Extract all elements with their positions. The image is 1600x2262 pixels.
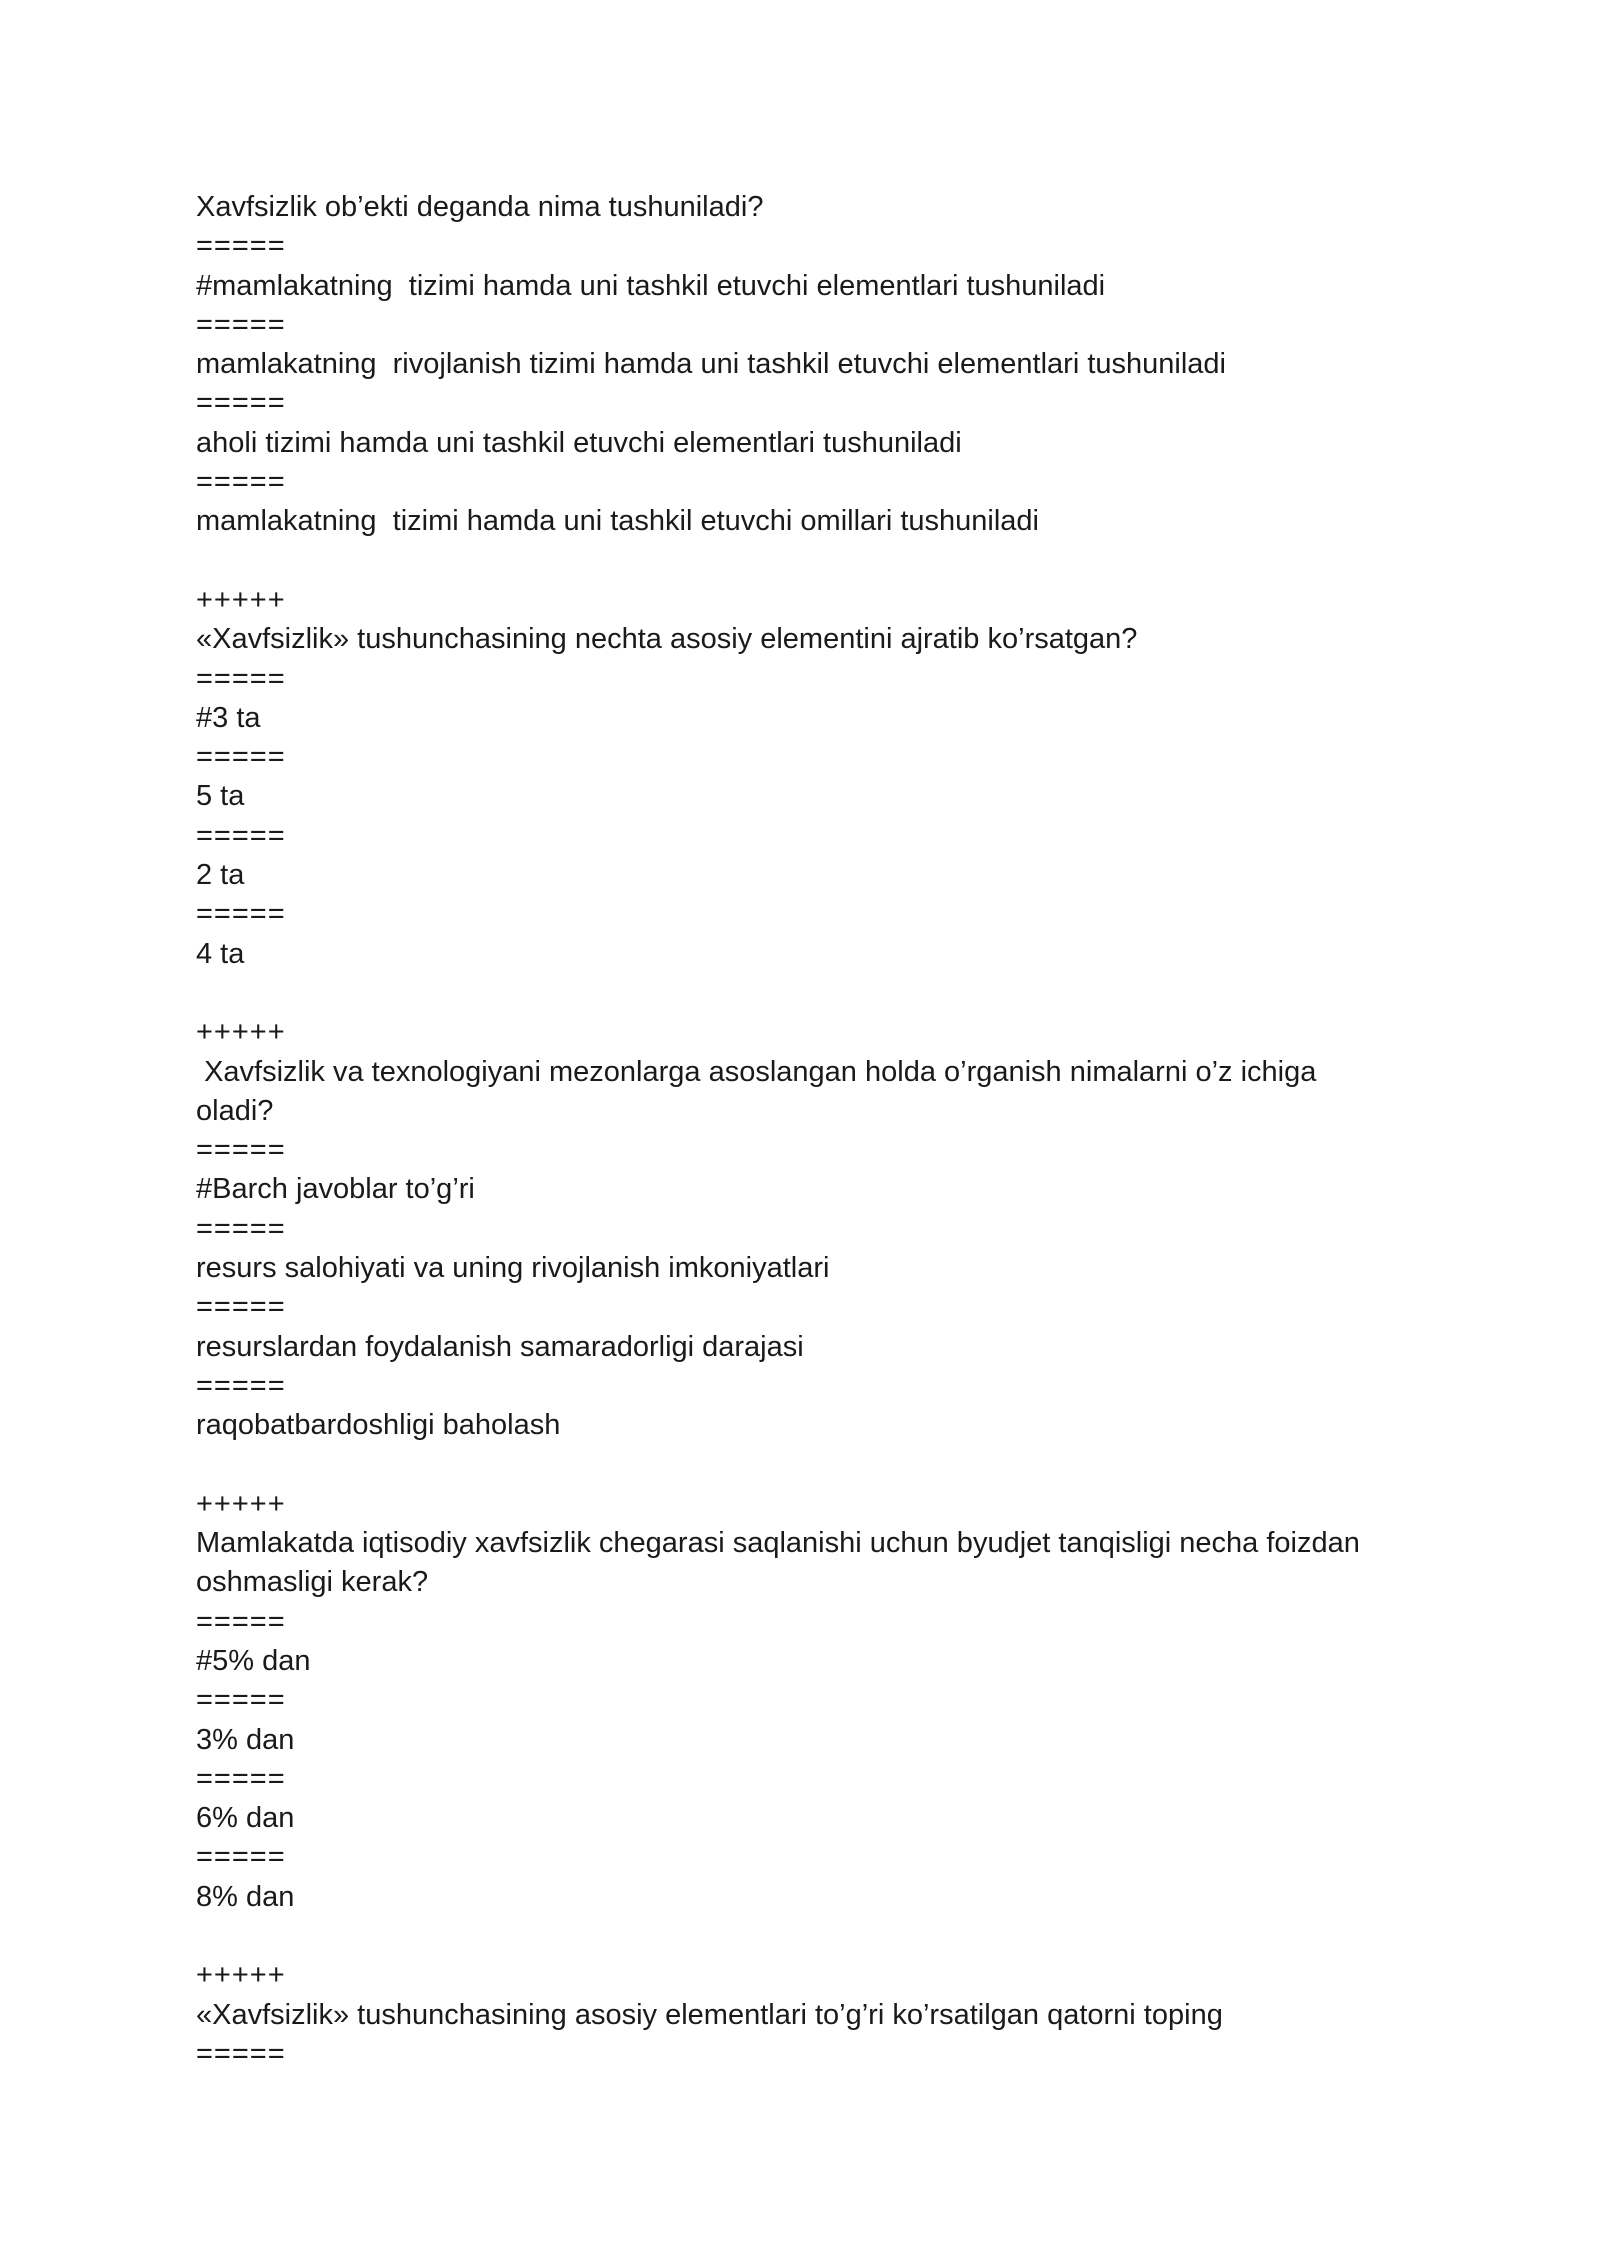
blank-line <box>196 542 1416 581</box>
option-separator: ===== <box>196 1291 286 1324</box>
option-separator: ===== <box>196 662 286 695</box>
option-separator: ===== <box>196 898 286 931</box>
text-line: #mamlakatning tizimi hamda uni tashkil etuvchi elementlari tushuniladi <box>196 269 1106 302</box>
question-separator: +++++ <box>196 1487 286 1520</box>
option-separator: ===== <box>196 1684 286 1717</box>
text-line: mamlakatning rivojlanish tizimi hamda uni tashkil etuvchi elementlari tushuniladi <box>196 348 1226 381</box>
question-separator: +++++ <box>196 1016 286 1049</box>
text-line: 8% dan <box>196 1880 295 1913</box>
blank-line <box>196 1446 1416 1485</box>
text-line: #5% dan <box>196 1644 311 1677</box>
option-separator: ===== <box>196 1369 286 1402</box>
text-line: Mamlakatda iqtisodiy xavfsizlik chegarasi saqlanishi uchun byudjet tanqisligi necha foizdan <box>196 1527 1360 1560</box>
text-line: raqobatbardoshligi baholash <box>196 1409 561 1442</box>
text-line: 3% dan <box>196 1723 295 1756</box>
text-line: aholi tizimi hamda uni tashkil etuvchi elementlari tushuniladi <box>196 426 962 459</box>
text-line: Xavfsizlik ob’ekti deganda nima tushuniladi? <box>196 191 764 223</box>
option-separator: ===== <box>196 1212 286 1245</box>
text-line: #Barch javoblar to’g’ri <box>196 1173 475 1206</box>
option-separator: ===== <box>196 1134 286 1167</box>
option-separator: ===== <box>196 819 286 852</box>
text-line: «Xavfsizlik» tushunchasining nechta asosiy elementini ajratib ko’rsatgan? <box>196 623 1138 656</box>
text-line: Xavfsizlik va texnologiyani mezonlarga asoslangan holda o’rganish nimalarni o’z ichiga <box>196 1055 1317 1088</box>
option-separator: ===== <box>196 308 286 341</box>
text-line: 4 ta <box>196 937 245 970</box>
question-separator: +++++ <box>196 1959 286 1992</box>
option-separator: ===== <box>196 2037 286 2070</box>
option-separator: ===== <box>196 741 286 774</box>
option-separator: ===== <box>196 466 286 499</box>
text-line: oshmasligi kerak? <box>196 1566 429 1599</box>
text-line: #3 ta <box>196 701 261 734</box>
blank-line <box>196 1917 1416 1956</box>
option-separator: ===== <box>196 1762 286 1795</box>
text-line: oladi? <box>196 1094 274 1127</box>
option-separator: ===== <box>196 230 286 263</box>
text-line: resurslardan foydalanish samaradorligi darajasi <box>196 1330 804 1363</box>
option-separator: ===== <box>196 387 286 420</box>
text-line: «Xavfsizlik» tushunchasining asosiy elementlari to’g’ri ko’rsatilgan qatorni toping <box>196 1998 1223 2031</box>
text-line: 6% dan <box>196 1802 295 1835</box>
blank-line <box>196 974 1416 1013</box>
text-line: 5 ta <box>196 780 245 813</box>
option-separator: ===== <box>196 1605 286 1638</box>
document-page <box>196 188 1416 2074</box>
question-separator: +++++ <box>196 583 286 616</box>
text-line: 2 ta <box>196 859 245 892</box>
text-line: mamlakatning tizimi hamda uni tashkil etuvchi omillari tushuniladi <box>196 505 1039 538</box>
text-line: resurs salohiyati va uning rivojlanish imkoniyatlari <box>196 1252 830 1285</box>
option-separator: ===== <box>196 1841 286 1874</box>
